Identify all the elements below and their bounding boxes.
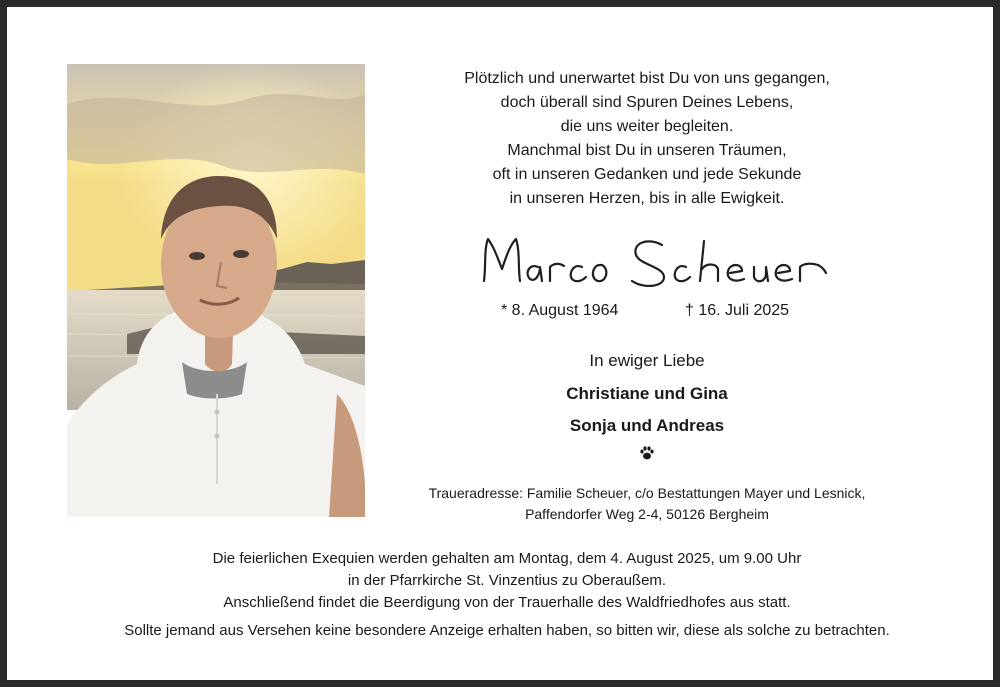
- name-signature: [472, 229, 832, 295]
- funeral-details: [47, 548, 967, 642]
- poem-line: Plötzlich und unerwartet bist Du von uns gegangen,: [464, 70, 830, 87]
- life-dates: [487, 302, 817, 324]
- death-date: † 16. Juli 2025: [685, 302, 790, 319]
- poem: [427, 67, 867, 211]
- paw-icon: [639, 445, 655, 461]
- poem-line: Manchmal bist Du in unseren Träumen,: [507, 142, 787, 159]
- funeral-line-1: Die feierlichen Exequien werden gehalten am Montag, dem 4. August 2025, um 9.00 Uhr: [212, 550, 802, 567]
- mourners-line-1: Christiane und Gina: [566, 384, 728, 403]
- mourners-line-2: Sonja und Andreas: [569, 416, 725, 435]
- birth-date: * 8. August 1964: [501, 302, 619, 319]
- address-line-1: Traueradresse: Familie Scheuer, c/o Bestattungen Mayer und Lesnick,: [428, 485, 866, 501]
- poem-line: doch überall sind Spuren Deines Lebens,: [500, 94, 794, 111]
- funeral-line-2: in der Pfarrkirche St. Vinzentius zu Oberaußem.: [347, 572, 667, 589]
- mourners-intro: In ewiger Liebe: [589, 351, 705, 370]
- mourners-block: [477, 349, 817, 461]
- funeral-note: Sollte jemand aus Versehen keine besondere Anzeige erhalten haben, so bitten wir, diese als solche zu betrachten.: [124, 622, 890, 639]
- portrait-photo: [67, 64, 365, 517]
- funeral-line-3: Anschließend findet die Beerdigung von der Trauerhalle des Waldfriedhofes aus statt.: [223, 594, 791, 611]
- address-line-2: Paffendorfer Weg 2-4, 50126 Bergheim: [525, 506, 769, 522]
- poem-line: in unseren Herzen, bis in alle Ewigkeit.: [509, 190, 785, 207]
- poem-line: oft in unseren Gedanken und jede Sekunde: [492, 166, 802, 183]
- mourning-address: [387, 483, 907, 525]
- poem-line: die uns weiter begleiten.: [560, 118, 734, 135]
